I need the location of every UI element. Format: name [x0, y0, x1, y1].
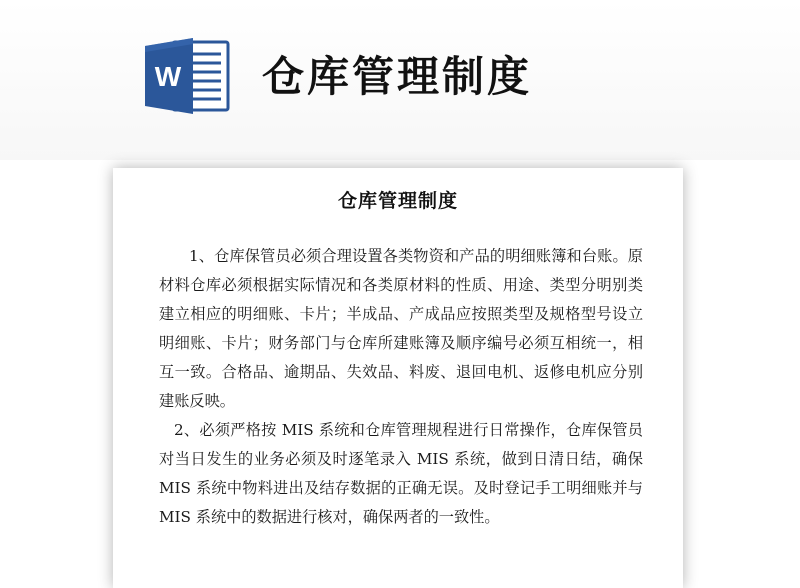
document-page: [113, 168, 683, 588]
document-body: [159, 242, 643, 532]
document-title: 仓库管理制度: [337, 190, 458, 212]
page-title: 仓库管理制度: [262, 52, 533, 101]
paragraph-2: 2、必须严格按 MIS 系统和仓库管理规程进行日常操作，仓库保管员对当日发生的业务必须及时逐笔录入 MIS 系统，做到日清日结，确保 MIS 系统中物料进出及结存数据的正确无误。及时登记手工明细账并与 MIS 系统中的数据进行核对，确保两者的一致性。: [159, 421, 643, 526]
word-icon: [143, 36, 231, 116]
paragraph-1: 1、仓库保管员必须合理设置各类物资和产品的明细账簿和台账。原材料仓库必须根据实际情况和各类原材料的性质、用途、类型分明别类建立相应的明细账、卡片；半成品、产成品应按照类型及规格型号设立明细账、卡片；财务部门与仓库所建账簿及顺序编号必须互相统一，相互一致。合格品、逾期品、失效品、料废、退回电机、返修电机应分别建账反映。: [159, 247, 643, 410]
word-logo-letter: W: [154, 61, 182, 92]
